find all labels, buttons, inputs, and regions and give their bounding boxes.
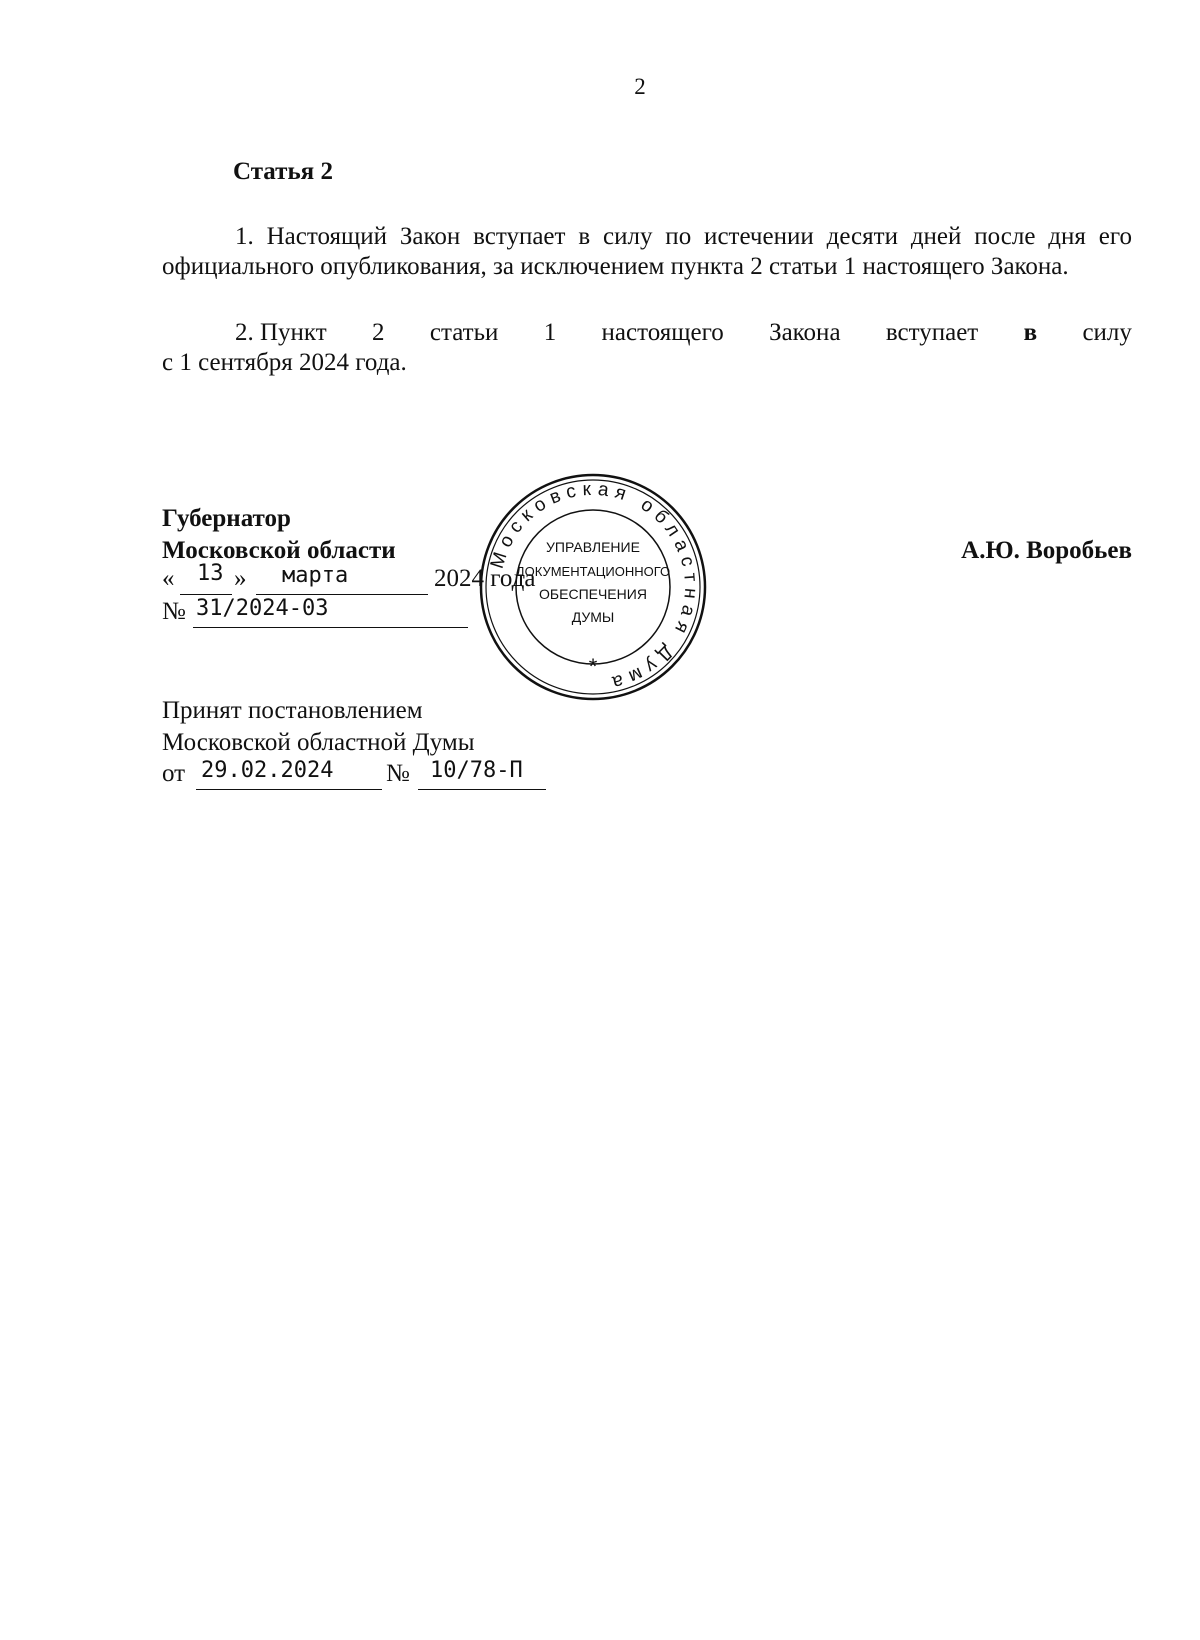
- adoption-line-2: Московской областной Думы: [162, 729, 475, 756]
- official-stamp: [478, 472, 708, 702]
- signer-title-line-1: Губернатор: [162, 505, 291, 532]
- quote-close: »: [234, 565, 247, 592]
- signer-name: А.Ю. Воробьев: [961, 537, 1132, 564]
- adoption-line-1: Принят постановлением: [162, 697, 423, 724]
- adoption-date-underline: [196, 789, 382, 790]
- p2-word: настоящего: [601, 319, 724, 346]
- number-sign: №: [162, 598, 186, 625]
- signing-month: марта: [282, 563, 349, 588]
- article-paragraph-2-line-2: с 1 сентября 2024 года.: [162, 349, 407, 376]
- p2-word: 2. Пункт: [235, 319, 327, 346]
- p2-word: 2: [372, 319, 385, 346]
- svg-text:ОБЕСПЕЧЕНИЯ: ОБЕСПЕЧЕНИЯ: [539, 586, 647, 602]
- article-paragraph-2-line-1: [235, 319, 1132, 347]
- law-number-value: 31/2024-03: [196, 596, 329, 621]
- svg-text:Московская областная Дума: Московская областная Дума: [486, 478, 702, 695]
- article-title: Статья 2: [233, 158, 333, 185]
- p2-word: в: [1023, 319, 1038, 346]
- month-underline: [256, 594, 428, 595]
- signing-day: 13: [197, 561, 224, 586]
- day-underline: [180, 594, 232, 595]
- svg-text:*: *: [588, 654, 598, 679]
- svg-text:УПРАВЛЕНИЕ: УПРАВЛЕНИЕ: [546, 539, 640, 555]
- p2-word: Закона: [769, 319, 841, 346]
- svg-text:ДОКУМЕНТАЦИОННОГО: ДОКУМЕНТАЦИОННОГО: [515, 564, 671, 579]
- page-number: 2: [634, 74, 646, 99]
- adoption-number: 10/78-П: [430, 758, 523, 783]
- article-paragraph-1: 1. Настоящий Закон вступает в силу по истечении десяти дней после дня его официального опубликования, за исключением пункта 2 статьи 1 настоящего Закона.: [162, 223, 1132, 280]
- number-underline: [193, 627, 468, 628]
- p2-word: статьи: [429, 319, 499, 346]
- adoption-number-underline: [418, 789, 546, 790]
- quote-open: «: [162, 565, 175, 592]
- adoption-number-sign: №: [386, 760, 410, 787]
- adoption-date: 29.02.2024: [201, 758, 334, 783]
- svg-text:ДУМЫ: ДУМЫ: [571, 609, 615, 625]
- from-label: от: [162, 760, 186, 787]
- signing-year: 2024 года: [434, 565, 536, 592]
- p2-word: силу: [1082, 319, 1132, 346]
- signer-title-line-2: Московской области: [162, 537, 396, 564]
- p2-word: вступает: [885, 319, 979, 346]
- p2-word: 1: [543, 319, 557, 346]
